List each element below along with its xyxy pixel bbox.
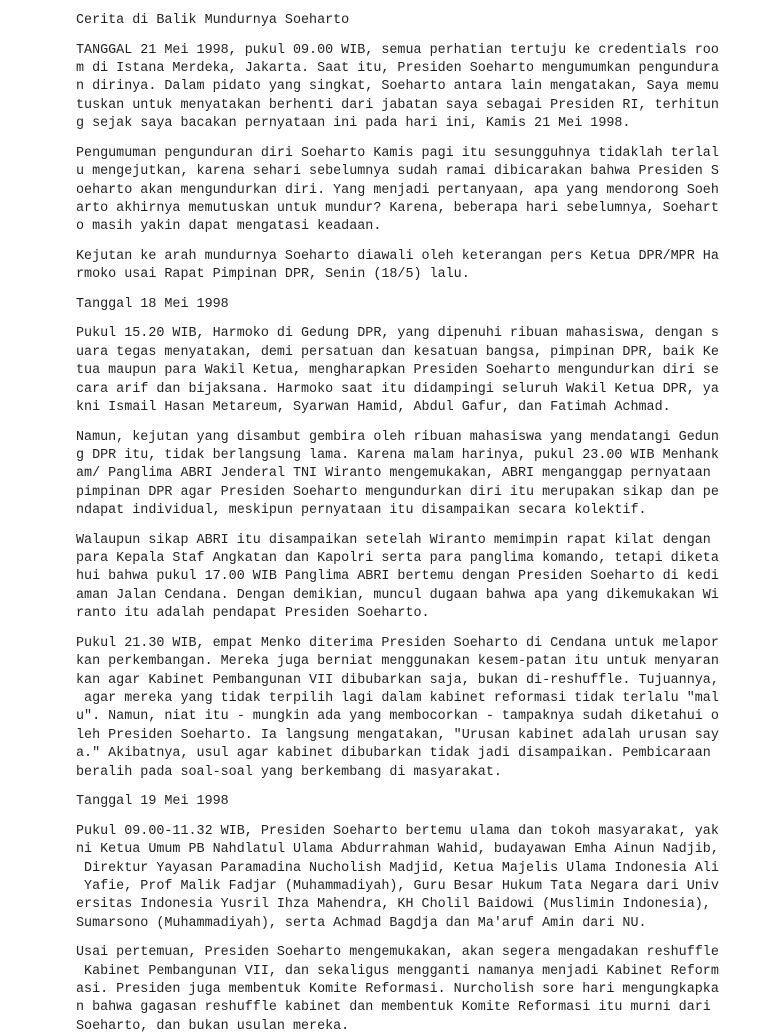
paragraph-gap [76,30,696,41]
text-line: o masih yakin dapat mengatasi keadaan. [76,219,382,235]
paragraph-gap [76,624,696,635]
text-line: asi. Presiden juga membentuk Komite Reformasi. Nurcholish sore hari mengungkapka [76,982,719,998]
text-line: Pukul 09.00-11.32 WIB, Presiden Soeharto bertemu ulama dan tokoh masyarakat, yak [76,823,719,839]
text-line: n dirinya. Dalam pidato yang singkat, Soeharto antara lain mengatakan, Saya memu [76,79,719,95]
text-line: m di Istana Merdeka, Jakarta. Saat itu, Presiden Soeharto mengumumkan pengundura [76,60,719,76]
text-line: tua maupun para Wakil Ketua, mengharapkan Presiden Soeharto mengundurkan diri se [76,363,719,379]
text-line: tuskan untuk menyatakan berhenti dari jabatan saya sebagai Presiden RI, terhitun [76,97,719,113]
text-line: u". Namun, niat itu - mungkin ada yang membocorkan - tampaknya sudah diketahui o [76,709,719,725]
text-line: cara arif dan bijaksana. Harmoko saat itu didampingi seluruh Wakil Ketua DPR, ya [76,381,719,397]
text-line: para Kepala Staf Angkatan dan Kapolri serta para panglima komando, tetapi diketa [76,551,719,567]
text-line: Pengumuman pengunduran diri Soeharto Kamis pagi itu sesungguhnya tidaklah terlal [76,145,719,161]
text-line: n bahwa gagasan reshuffle kabinet dan membentuk Komite Reformasi itu murni dari [76,1000,711,1016]
text-line: u mengejutkan, karena sehari sebelumnya sudah ramai dibicarakan bahwa Presiden S [76,164,719,180]
text-line: beralih pada soal-soal yang berkembang di masyarakat. [76,764,502,780]
paragraph-gap [76,521,696,532]
text-line: g DPR itu, tidak berlangsung lama. Karena malam harinya, pukul 23.00 WIB Menhank [76,447,719,463]
paragraph [76,248,719,285]
text-line: ranto itu adalah pendapat Presiden Soeharto. [76,606,430,622]
paragraph-gap [76,417,696,428]
text-line: kan perkembangan. Mereka juga berniat menggunakan kesem-patan itu untuk menyaran [76,654,719,670]
text-line: am/ Panglima ABRI Jenderal TNI Wiranto mengemukakan, ABRI menganggap pernyataan [76,466,711,482]
paragraph-list [76,42,719,1036]
text-line: Tanggal 18 Mei 1998 [76,296,229,312]
text-line: rmoko usai Rapat Pimpinan DPR, Senin (18/5) lalu. [76,267,470,283]
text-line: g sejak saya bacakan pernyataan ini pada hari ini, Kamis 21 Mei 1998. [76,116,631,132]
text-line: ni Ketua Umum PB Nahdlatul Ulama Abdurrahman Wahid, budayawan Emha Ainun Nadjib, [76,842,719,858]
paragraph [76,823,719,933]
paragraph [76,145,719,237]
text-line: pimpinan DPR agar Presiden Soeharto mengundurkan diri itu merupakan sikap dan pe [76,484,719,500]
text-line: ndapat individual, meskipun pernyataan itu disampaikan secara kolektif. [76,503,647,519]
text-line: Direktur Yayasan Paramadina Nucholish Madjid, Ketua Majelis Ulama Indonesia Ali [76,860,719,876]
text-line: arto akhirnya memutuskan untuk mundur? Karena, beberapa hari sebelumnya, Soehart [76,200,719,216]
paragraph-gap [76,782,696,793]
text-line: Sumarsono (Muhammadiyah), serta Achmad Bagdja dan Ma'aruf Amin dari NU. [76,915,647,931]
paragraph [76,42,719,134]
text-line: a." Akibatnya, usul agar kabinet dibubarkan tidak jadi disampaikan. Pembicaraan [76,746,711,762]
text-line: ersitas Indonesia Yusril Ihza Mahendra, KH Cholil Baidowi (Muslimin Indonesia), [76,897,711,913]
text-line: Usai pertemuan, Presiden Soeharto mengemukakan, akan segera mengadakan reshuffle [76,945,719,961]
paragraph [76,325,719,417]
paragraph [76,793,696,811]
text-line: Yafie, Prof Malik Fadjar (Muhammadiyah), Guru Besar Hukum Tata Negara dari Univ [76,878,719,894]
text-line: uara tegas menyatakan, demi persatuan dan kesatuan bangsa, pimpinan DPR, baik Ke [76,344,719,360]
document-title: Cerita di Balik Mundurnya Soeharto [76,13,350,28]
text-line: leh Presiden Soeharto. Ia langsung mengatakan, "Urusan kabinet adalah urusan say [76,727,719,743]
text-line: hui bahwa pukul 17.00 WIB Panglima ABRI bertemu dengan Presiden Soeharto di kedi [76,569,719,585]
text-line: TANGGAL 21 Mei 1998, pukul 09.00 WIB, semua perhatian tertuju ke credentials roo [76,42,719,58]
text-line: Pukul 21.30 WIB, empat Menko diterima Presiden Soeharto di Cendana untuk melapor [76,635,719,651]
text-line: kan agar Kabinet Pembangunan VII dibubarkan saja, bukan di-reshuffle. Tujuannya, [76,672,719,688]
text-line: Kabinet Pembangunan VII, dan sekaligus mengganti namanya menjadi Kabinet Reform [76,963,719,979]
text-line: Walaupun sikap ABRI itu disampaikan setelah Wiranto memimpin rapat kilat dengan [76,532,711,548]
text-line: Kejutan ke arah mundurnya Soeharto diawali oleh keterangan pers Ketua DPR/MPR Ha [76,248,719,264]
paragraph [76,635,719,782]
paragraph-gap [76,314,696,325]
paragraph-gap [76,285,696,296]
paragraph [76,944,719,1036]
text-line: Pukul 15.20 WIB, Harmoko di Gedung DPR, yang dipenuhi ribuan mahasiswa, dengan s [76,326,719,342]
text-line: agar mereka yang tidak terpilih lagi dalam kabinet reformasi tidak terlalu "mal [76,691,719,706]
text-line: oeharto akan mengundurkan diri. Yang menjadi pertanyaan, apa yang mendorong Soeh [76,182,719,198]
paragraph [76,429,719,521]
paragraph [76,296,696,314]
paragraph [76,532,719,624]
paragraph-gap [76,812,696,823]
text-line: Tanggal 19 Mei 1998 [76,794,229,810]
text-line: Namun, kejutan yang disambut gembira oleh ribuan mahasiswa yang mendatangi Gedun [76,429,719,445]
paragraph-gap [76,237,696,248]
paragraph-gap [76,933,696,944]
text-line: kni Ismail Hasan Metareum, Syarwan Hamid, Abdul Gafur, dan Fatimah Achmad. [76,399,671,415]
text-line: Soeharto, dan bukan usulan mereka. [76,1018,350,1034]
document-body [76,12,719,1036]
text-line: aman Jalan Cendana. Dengan demikian, muncul dugaan bahwa apa yang dikemukakan Wi [76,587,719,603]
paragraph-gap [76,134,696,145]
